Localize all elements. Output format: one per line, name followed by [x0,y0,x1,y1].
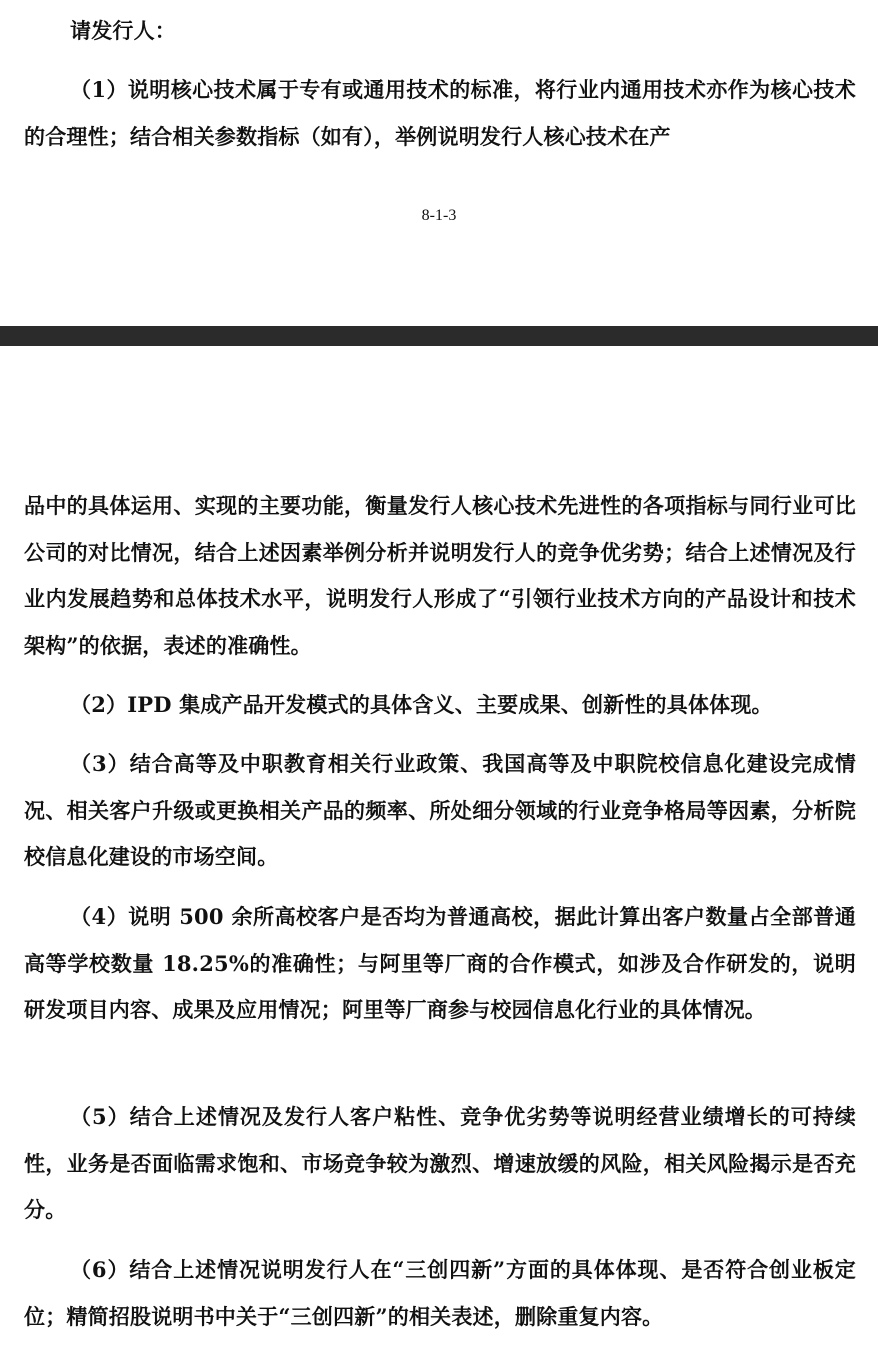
page-lower [0,346,878,1352]
intro-line: 请发行人： [70,18,176,43]
question-4: （4）说明 500 余所高校客户是否均为普通高校，据此计算出客户数量占全部普通高等学校数量 18.25%的准确性；与阿里等厂商的合作模式，如涉及合作研发的，说明研发项目内容、成果及应用情况；阿里等厂商参与校园信息化行业的具体情况。 [24,904,856,1022]
question-1-start: （1）说明核心技术属于专有或通用技术的标准，将行业内通用技术亦作为核心技术的合理性；结合相关参数指标（如有），举例说明发行人核心技术在产 [24,77,856,149]
question-5: （5）结合上述情况及发行人客户粘性、竞争优劣势等说明经营业绩增长的可持续性，业务是否面临需求饱和、市场竞争较为激烈、增速放缓的风险，相关风险揭示是否充分。 [24,1104,856,1222]
question-6: （6）结合上述情况说明发行人在“三创四新”方面的具体体现、是否符合创业板定位；精简招股说明书中关于“三创四新”的相关表述，删除重复内容。 [24,1257,856,1329]
question-3: （3）结合高等及中职教育相关行业政策、我国高等及中职院校信息化建设完成情况、相关客户升级或更换相关产品的频率、所处细分领域的行业竞争格局等因素，分析院校信息化建设的市场空间。 [24,751,856,869]
question-1-continued: 品中的具体运用、实现的主要功能，衡量发行人核心技术先进性的各项指标与同行业可比公司的对比情况，结合上述因素举例分析并说明发行人的竞争优劣势；结合上述情况及行业内发展趋势和总体技术水平，说明发行人形成了“引领行业技术方向的产品设计和技术架构”的依据，表述的准确性。 [24,493,856,658]
page-divider [0,326,878,346]
page-number: 8-1-3 [421,207,457,224]
question-2: （2）IPD 集成产品开发模式的具体含义、主要成果、创新性的具体体现。 [70,692,773,717]
page-upper [0,0,878,326]
